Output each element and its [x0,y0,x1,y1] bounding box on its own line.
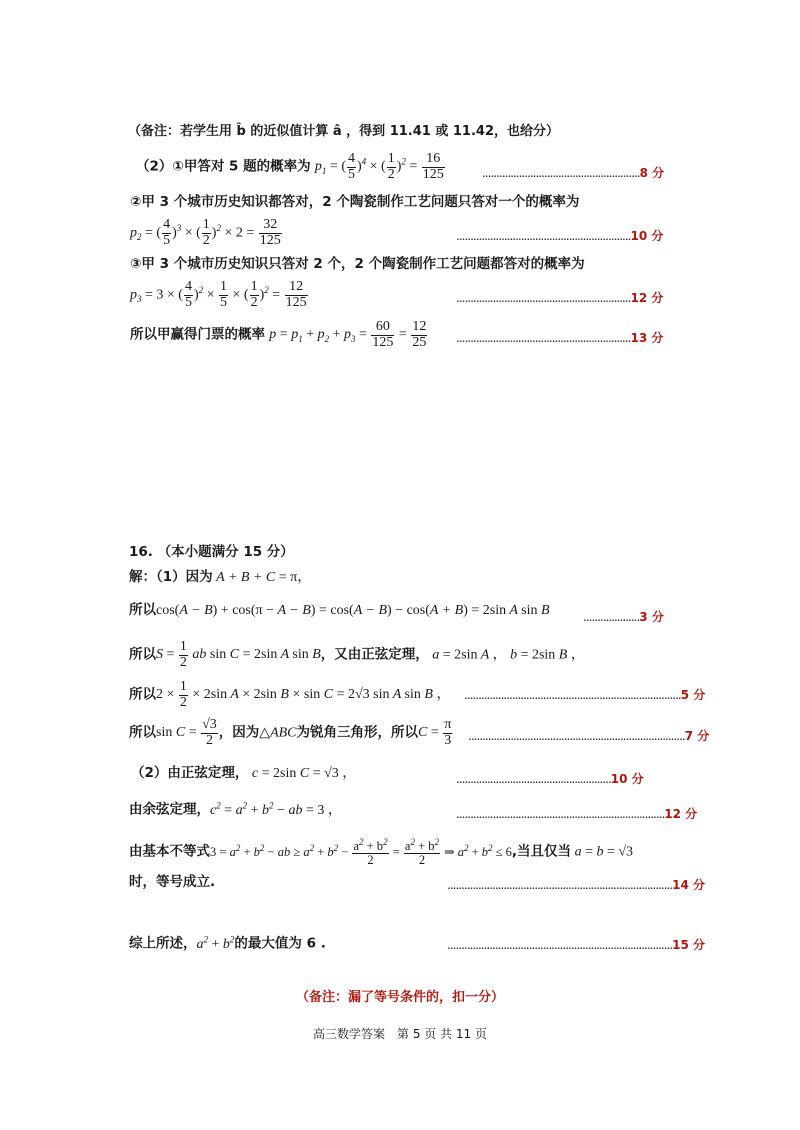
q16-line8-suffix: ,当且仅当 [511,843,572,860]
q16-line4: 所以2 × $\frac{1}{2}$ × 2sin A × 2sin B × sin C = 2√3 sin A sin B ， [129,679,451,710]
score-13: ..............................................................13 分 [456,331,664,345]
q16-so-2: 所以 [129,646,156,663]
q16-line8-text: 由基本不等式 [129,843,210,860]
bottom-note: （备注：漏了等号条件的，扣一分） [295,990,504,1005]
p2-line2: ②甲 3 个城市历史知识都答对，2 个陶瓷制作工艺问题只答对一个的概率为 [130,194,580,210]
score-12b: ..........................................................................12 分 [456,807,698,821]
top-note: （备注：若学生用 b̂ 的近似值计算 â ，得到 11.41 或 11.42，也给分） [128,124,559,139]
q16-so-4: 所以 [129,724,156,741]
q16-so-3: 所以 [129,686,156,703]
q16-header: 16. （本小题满分 15 分） [129,544,294,560]
score-5: .............................................................................5 分 [464,688,706,702]
score-10a: ..............................................................10 分 [456,229,664,243]
q16-line8: 由基本不等式$3 = a^2 + b^2$ − ab ≥ $a^2 + b^2$ − $\frac{a^2 + b^2}{2}$ = $\frac{a^2 + b^2}{2}$ ⇒ $a^2 + b^2 \le 6$,当且仅当 a = b = √3 [129,837,634,868]
score-3: ....................3 分 [583,610,664,624]
q16-line1: 解：（1）因为 A + B + C = π， [129,569,312,585]
p2-formula-p3: $p_3 = 3$ × ( $\frac{4}{5}$ )$^2$ × $\frac{1}{5}$ × ( $\frac{1}{2}$ )$^2$ = $\frac{12}{125}$ [130,279,307,310]
q16-line3: 所以S = $\frac{1}{2}$ ab sin C = 2sin A sin B，又由正弦定理， a = 2sin A ， b = 2sin B ， [129,639,585,670]
p2-line6 [130,320,428,350]
p2-formula-p2: $p_2$ = ( $\frac{4}{5}$ )$^3$ × ( $\frac{1}{2}$ )$^2$ × 2 = $\frac{32}{125}$ [130,217,281,248]
q16-line10: 综上所述，$a^2 + b^2$的最大值为 6 . [129,934,326,952]
q16-line3-mid: ，又由正弦定理， [320,646,429,663]
score-8: ........................................................8 分 [482,166,665,180]
q16-line5-mid2: 为锐角三角形，所以 [296,724,419,741]
p2-line1 [136,152,446,182]
q16-line2: 所以cos(A − B) + cos(π − A − B) = cos(A − B) − cos(A + B) = 2sin A sin B [129,602,550,618]
q16-line6: （2）由正弦定理， c = 2sin C = √3 ， [131,765,357,781]
q16-line7-text: 由余弦定理， [129,801,210,818]
q16-line5-mid: ，因为 [218,724,260,741]
q16-line6-text: （2）由正弦定理， [131,765,249,781]
q16-line10-prefix: 综上所述， [129,935,197,952]
page-footer: 高三数学答案 第 5 页 共 11 页 [313,1027,487,1041]
score-15: ................................................................................15 分 [447,938,706,952]
p2-formula-p1: $p_1$ = ( $\frac{4}{5}$ )$^4$ × ( $\frac{1}{2}$ )$^2$ = $\frac{16}{125}$ [314,151,444,182]
score-14: ................................................................................14 分 [447,878,706,892]
score-12a: ..............................................................12 分 [456,291,664,305]
p2-formula-p: $p = p_1 + p_2 + p_3$ = $\frac{60}{125}$ = $\frac{12}{25}$ [269,319,427,350]
q16-line9: 时，等号成立. [129,874,216,890]
q16-line5: 所以sin C = $\frac{√3}{2}$ ，因为△ABC为锐角三角形，所以C = $\frac{\pi}{3}$ [129,717,452,748]
score-10b: .......................................................10 分 [456,772,644,786]
q16-line1-text: 解：（1）因为 [129,569,213,585]
q16-line7: 由余弦定理，$c^2 = a^2 + b^2$ − ab = 3 ， [129,800,342,818]
p2-line4: ③甲 3 个城市历史知识只答对 2 个，2 个陶瓷制作工艺问题都答对的概率为 [130,256,585,272]
score-7: .............................................................................7 分 [468,729,710,743]
q16-line10-suffix: 的最大值为 6 . [234,935,326,952]
p2-line6-text: 所以甲赢得门票的概率 [130,326,265,343]
q16-so-1: 所以 [129,602,156,618]
p2-line1-text: （2）①甲答对 5 题的概率为 [136,158,311,175]
